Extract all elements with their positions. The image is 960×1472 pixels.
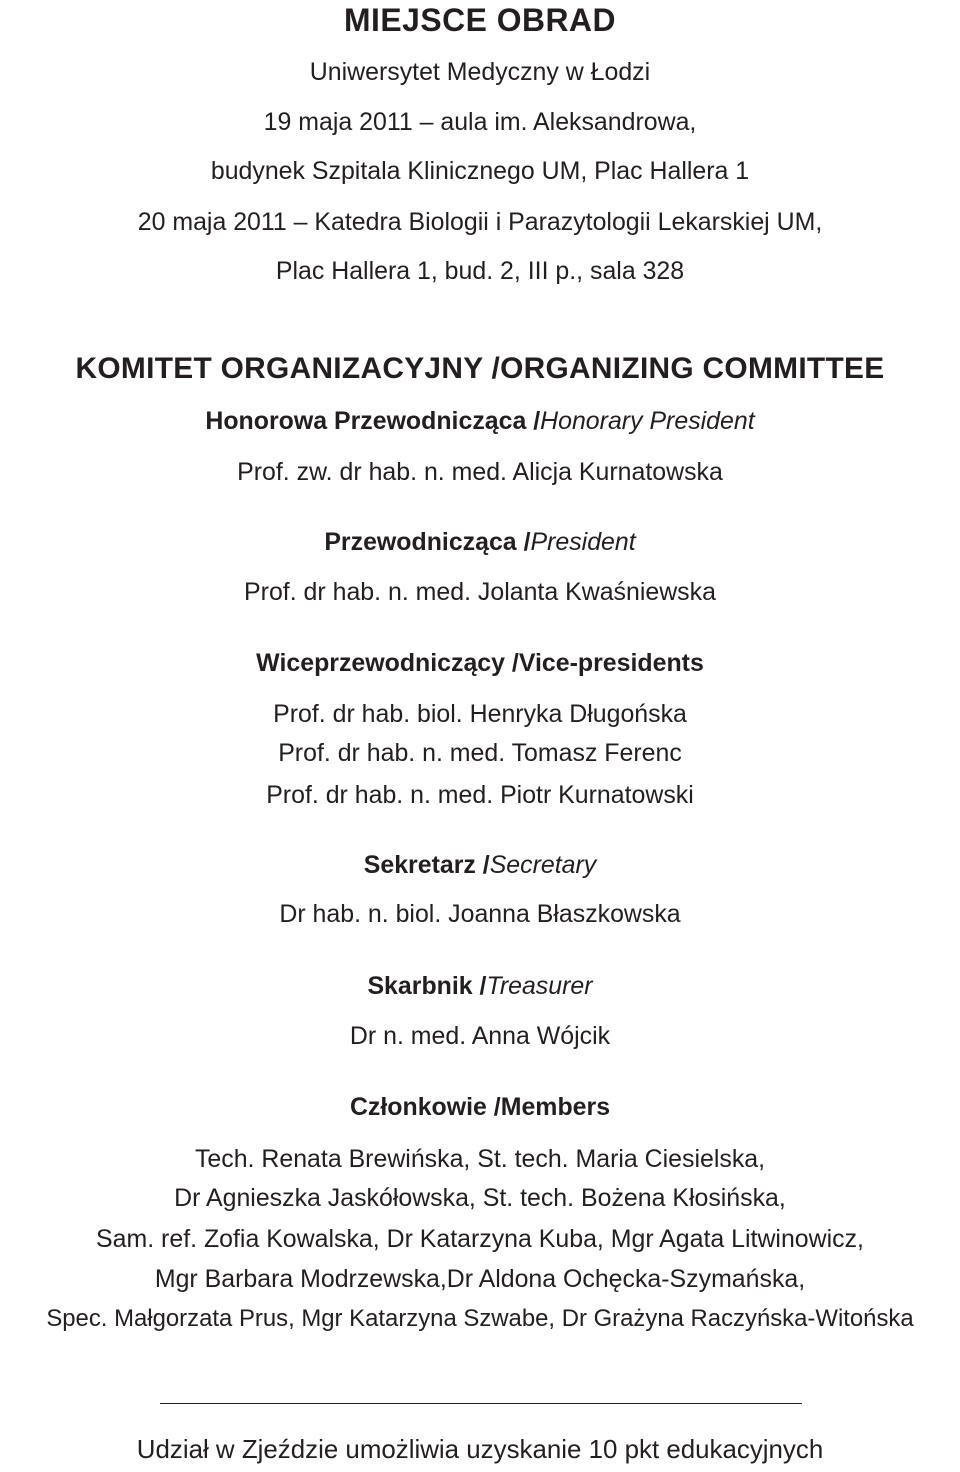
role-label-pl: Członkowie /: [349, 1093, 501, 1121]
role-heading-president: [2, 530, 958, 555]
role-heading-treasurer: [2, 974, 958, 999]
venue-line: Uniwersytet Medyczny w Łodzi: [309, 58, 651, 86]
footer-note: Udział w Zjeździe umożliwia uzyskanie 10 pkt edukacyjnych: [136, 1434, 824, 1464]
person-name: Dr n. med. Anna Wójcik: [349, 1022, 611, 1050]
role-label-pl: Przewodnicząca /: [324, 528, 531, 556]
venue-line: budynek Szpitala Klinicznego UM, Plac Hallera 1: [210, 157, 750, 185]
role-heading-secretary: [2, 853, 958, 878]
venue-line: Plac Hallera 1, bud. 2, III p., sala 328: [275, 257, 685, 285]
person-name: Dr hab. n. biol. Joanna Błaszkowska: [279, 900, 681, 928]
member-line: Sam. ref. Zofia Kowalska, Dr Katarzyna Kuba, Mgr Agata Litwinowicz,: [96, 1225, 864, 1253]
role-label-en: President: [530, 528, 636, 556]
role-label-en: Treasurer: [486, 972, 593, 1000]
person-name: Prof. dr hab. biol. Henryka Długońska: [273, 700, 687, 728]
role-label-pl: Sekretarz /: [363, 851, 490, 879]
role-label-en: Vice-presidents: [518, 649, 704, 677]
role-heading-members: [2, 1095, 958, 1120]
venue-line: 20 maja 2011 – Katedra Biologii i Parazytologii Lekarskiej UM,: [137, 208, 823, 236]
person-name: Prof. dr hab. n. med. Jolanta Kwaśniewska: [244, 578, 716, 606]
member-line: Mgr Barbara Modrzewska,Dr Aldona Ochęcka-Szymańska,: [154, 1265, 806, 1293]
footer-divider: [160, 1403, 802, 1404]
role-label-pl: Honorowa Przewodnicząca /: [205, 407, 541, 435]
member-line: Spec. Małgorzata Prus, Mgr Katarzyna Szwabe, Dr Grażyna Raczyńska-Witońska: [46, 1305, 914, 1332]
person-name: Prof. zw. dr hab. n. med. Alicja Kurnatowska: [237, 458, 723, 486]
member-line: Tech. Renata Brewińska, St. tech. Maria Ciesielska,: [194, 1145, 766, 1173]
role-label-en: Members: [500, 1093, 611, 1121]
member-line: Dr Agnieszka Jaskółowska, St. tech. Bożena Kłosińska,: [174, 1184, 786, 1212]
role-heading-honorary: [2, 409, 958, 434]
role-label-en: Honorary President: [540, 407, 755, 435]
person-name: Prof. dr hab. n. med. Piotr Kurnatowski: [266, 781, 694, 809]
role-label-pl: Skarbnik /: [367, 972, 487, 1000]
role-label-pl: Wiceprzewodniczący /: [256, 649, 519, 677]
venue-heading: MIEJSCE OBRAD: [343, 2, 617, 38]
person-name: Prof. dr hab. n. med. Tomasz Ferenc: [278, 739, 682, 767]
venue-line: 19 maja 2011 – aula im. Aleksandrowa,: [263, 108, 697, 136]
role-label-en: Secretary: [489, 851, 597, 879]
committee-heading: KOMITET ORGANIZACYJNY /ORGANIZING COMMITTEE: [75, 352, 885, 385]
role-heading-vice: [2, 651, 958, 676]
